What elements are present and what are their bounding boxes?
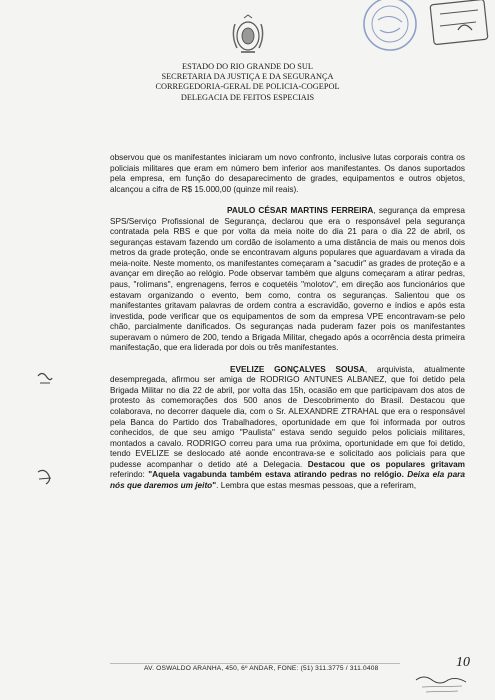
- paragraph-3-text-1: , arquivista, atualmente desempregada, afirmou ser amiga de RODRIGO ANTUNES ALBANEZ, que foi detido pela Brigada Militar no dia 22 de abril, por volta das 15h, ocasião em que participavam dos atos de protesto às comemorações dos 500 anos de Descobrimento do Brasil. Destacou que colaborava, no decorrer daquele dia, com o Sr. ALEXANDRE ZTRAHAL que era o responsável pela Banca do Partido dos Trabalhadores, oportunidade em que foi informada por outros conhecidos, de que seu amigo "Paulista" estava sendo seguido pelos policiais militares, montados a cavalo. RODRIGO correu para uma rua próxima, oportunidade em que foi detido, tendo EVELIZE se deslocado até aonde encontrava-se e solicitado aos policiais para que pudesse acompanhar o detido até a Delegacia.: [110, 364, 465, 469]
- witness-name-2: EVELIZE GONÇALVES SOUSA: [230, 364, 365, 374]
- document-body: [110, 153, 465, 491]
- circular-stamp-icon: [356, 0, 422, 58]
- letterhead-line-3: CORREGEDORIA-GERAL DE POLICIA-COGEPOL: [155, 82, 340, 92]
- paragraph-2-text: , segurança da empresa SPS/Serviço Profissional de Segurança, declarou que era o responsável pela segurança contratada pela RBS e que por volta da meia noite do dia 21 para o dia 22 de abril, os seguranças estavam fazendo um cordão de isolamento a uma distância de mais ou menos dois metros da grade proteção, onde se encontravam alguns populares que aguardavam a virada da meia-noite. Neste momento, os manifestantes começaram a "sacudir" as grades de proteção e a avançar em direção ao relógio. Pode observar também que alguns começaram a atirar pedras, paus, "rolimans", engrenagens, ferros e coquetéis "molotov", em direção aos funcionários que estavam organizando o evento, bem como, contra os seguranças. Salientou que os manifestantes gritavam palavras de ordem contra a escravidão, governo e índios e após esta investida, pode verificar que os equipamentos de som da empresa VPE encontravam-se pelo chão, parcialmente danificados. Os seguranças nada puderam fazer pois os manifestantes superavam o número de 200, tendo a Brigada Militar, chegado após a ocorrência desta primeira manifestação, que era liderada por dois ou três manifestantes.: [110, 206, 465, 353]
- paragraph-3-quote-italic: Deixa ela para nós que daremos um jeito: [110, 470, 465, 490]
- signature-stamp-icon: [414, 672, 474, 696]
- letterhead: [130, 62, 365, 103]
- margin-check-mark-icon: [34, 368, 56, 390]
- paragraph-3-text-3: . Lembra que estas mesmas pessoas, que a referiram,: [216, 480, 417, 490]
- witness-name-1: PAULO CÉSAR MARTINS FERREIRA: [227, 206, 374, 216]
- footer-address: AV. OSWALDO ARANHA, 450, 6º ANDAR, FONE: (51) 311.3775 / 311.0408: [144, 665, 379, 672]
- paragraph-3-text-2: referindo:: [110, 470, 149, 480]
- paragraph-3-bold-1: Destacou que os populares gritavam: [307, 459, 465, 469]
- paragraph-3-quote-close: ": [212, 480, 217, 490]
- letterhead-line-4: DELEGACIA DE FEITOS ESPECIAIS: [180, 92, 315, 102]
- paragraph-2: [110, 206, 465, 354]
- letterhead-line-2: SECRETARIA DA JUSTIÇA E DA SEGURANÇA: [161, 72, 334, 82]
- state-coat-of-arms-icon: [229, 14, 267, 58]
- page-number: 10: [456, 655, 470, 670]
- letterhead-line-1: ESTADO DO RIO GRANDE DO SUL: [182, 62, 313, 71]
- footer-rule: [110, 663, 400, 664]
- folio-stamp-icon: [428, 0, 490, 48]
- paragraph-1: observou que os manifestantes iniciaram um novo confronto, inclusive lutas corporais contra os policiais militares que eram em número bem inferior aos manifestantes. Os danos suportados pela empresa, em função do desaparecimento de grades, equipamentos e outros objetos, alcançou a cifra de R$ 15.000,00 (quinze mil reais).: [110, 153, 465, 194]
- paragraph-3: [110, 365, 465, 492]
- paragraph-3-quote: "Aquela vagabunda também estava atirando pedras no relógio.: [148, 470, 408, 480]
- margin-check-mark-icon: [34, 466, 56, 488]
